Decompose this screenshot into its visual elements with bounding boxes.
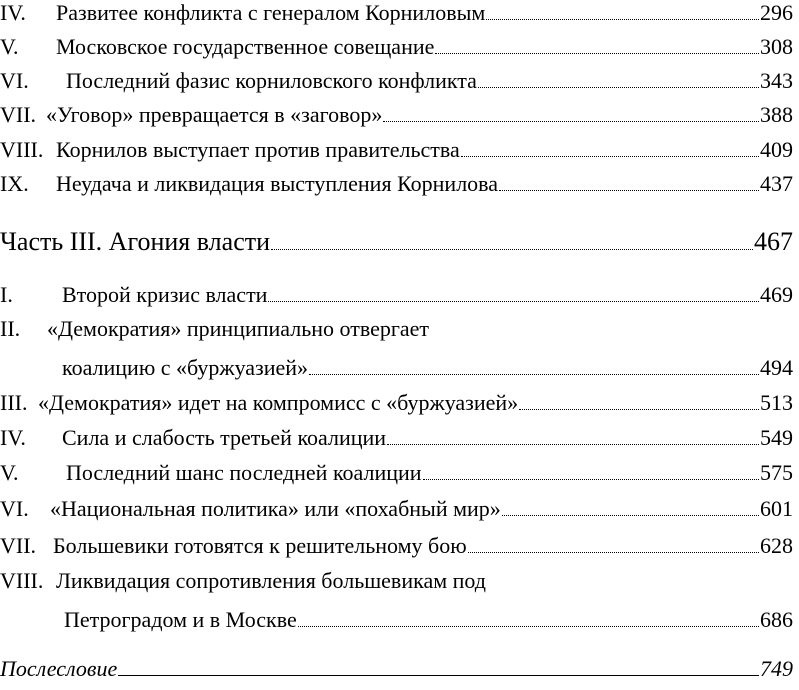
- dot-leader: [298, 626, 759, 627]
- part-heading: [0, 229, 793, 267]
- dot-leader: [519, 409, 759, 410]
- toc-entry: [0, 390, 793, 424]
- page-number: 601: [760, 496, 793, 521]
- dot-leader: [486, 19, 759, 20]
- toc-entry: [0, 316, 793, 384]
- toc-entry: [0, 425, 793, 459]
- chapter-number: III.: [0, 390, 28, 415]
- chapter-number: II.: [0, 316, 21, 341]
- page-number: 308: [760, 34, 793, 59]
- part-title: Часть III. Агония власти: [0, 227, 271, 256]
- dot-leader: [435, 53, 759, 54]
- toc-entry: [0, 0, 793, 34]
- chapter-title: «Национальная политика» или «похабный мир»: [50, 496, 501, 521]
- chapter-number: VIII.: [0, 568, 44, 593]
- toc-entry: [0, 533, 793, 567]
- chapter-number: VIII.: [0, 137, 44, 162]
- toc-entry: [0, 68, 793, 102]
- chapter-title: Большевики готовятся к решительному бою: [53, 533, 467, 558]
- page-number: 549: [760, 425, 793, 450]
- dot-leader: [499, 190, 759, 191]
- page-number: 628: [760, 533, 793, 558]
- dot-leader: [468, 552, 759, 553]
- chapter-number: I.: [0, 282, 13, 307]
- toc-entry: [0, 34, 793, 68]
- page-number: 494: [760, 355, 793, 380]
- chapter-title: «Демократия» идет на компромисс с «буржуазией»: [38, 390, 519, 415]
- afterword-title: Послесловие: [0, 656, 118, 681]
- chapter-title-continuation: коалицию с «буржуазией»: [62, 355, 309, 380]
- chapter-title: Последний фазис корниловского конфликта: [66, 68, 477, 93]
- chapter-title: Корнилов выступает против правительства: [56, 137, 460, 162]
- page-number: 343: [760, 68, 793, 93]
- chapter-title: «Уговор» превращается в «заговор»: [46, 102, 383, 127]
- page-number: 388: [760, 102, 793, 127]
- chapter-title: Развитее конфликта с генералом Корниловым: [56, 0, 486, 25]
- toc-entry: [0, 102, 793, 136]
- dot-leader: [383, 121, 759, 122]
- chapter-title: Неудача и ликвидация выступления Корнилова: [56, 171, 499, 196]
- dot-leader: [268, 301, 759, 302]
- dot-leader: [423, 479, 759, 480]
- chapter-title: «Демократия» принципиально отвергает: [47, 316, 430, 341]
- chapter-number: V.: [0, 34, 19, 59]
- toc-entry: [0, 282, 793, 316]
- dot-leader: [461, 156, 759, 157]
- toc-entry: [0, 137, 793, 171]
- toc-entry: [0, 568, 793, 636]
- chapter-title: Ликвидация сопротивления большевикам под: [56, 568, 486, 593]
- dot-leader: [502, 515, 759, 516]
- dot-leader: [387, 444, 759, 445]
- chapter-number: IX.: [0, 171, 29, 196]
- chapter-title: Второй кризис власти: [62, 282, 268, 307]
- afterword-entry: [0, 656, 793, 690]
- toc-entry: [0, 496, 793, 530]
- chapter-number: VI.: [0, 68, 29, 93]
- dot-leader: [271, 249, 753, 250]
- page-number: 409: [760, 137, 793, 162]
- dot-leader: [478, 87, 759, 88]
- dot-leader: [309, 374, 759, 375]
- page-number: 296: [760, 0, 793, 25]
- toc-entry: [0, 171, 793, 205]
- chapter-title: Сила и слабость третьей коалиции: [62, 425, 387, 450]
- chapter-number: VII.: [0, 533, 37, 558]
- chapter-number: IV.: [0, 425, 26, 450]
- page-number: 469: [760, 282, 793, 307]
- underline-leader: [118, 675, 759, 676]
- chapter-title-continuation: Петроградом и в Москве: [64, 607, 297, 632]
- page-number: 686: [760, 607, 793, 632]
- page-number: 575: [760, 460, 793, 485]
- chapter-number: V.: [0, 460, 19, 485]
- page-number: 467: [754, 227, 793, 256]
- chapter-number: IV.: [0, 0, 26, 25]
- chapter-number: VI.: [0, 496, 29, 521]
- page-number: 437: [760, 171, 793, 196]
- toc-entry: [0, 460, 793, 494]
- chapter-title: Московское государственное совещание: [56, 34, 435, 59]
- page-number: 513: [760, 390, 793, 415]
- page-number: 749: [760, 656, 793, 681]
- chapter-title: Последний шанс последней коалиции: [66, 460, 422, 485]
- chapter-number: VII.: [0, 102, 37, 127]
